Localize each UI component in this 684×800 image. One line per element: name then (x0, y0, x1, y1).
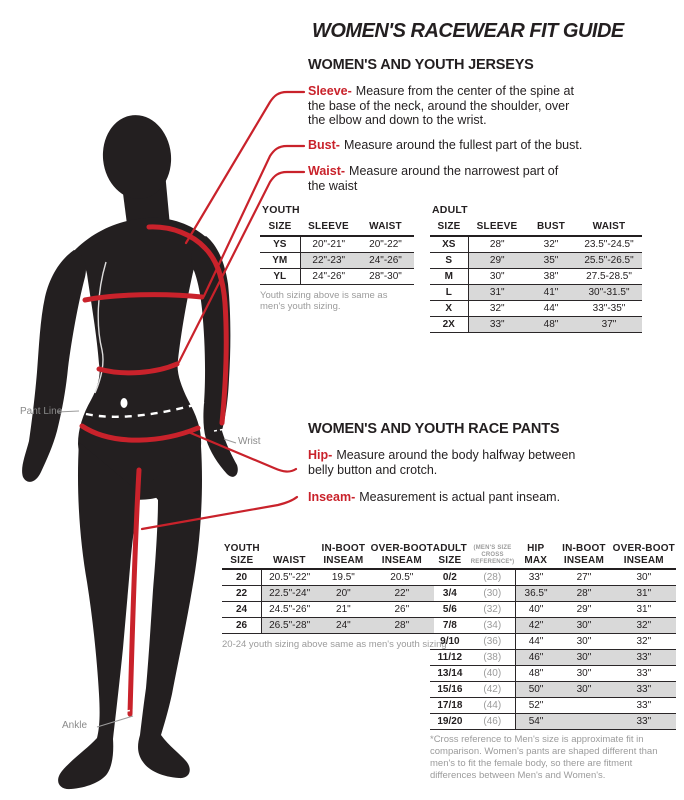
table-row (222, 618, 434, 634)
table-cell: (32) (470, 602, 516, 618)
table-row (430, 698, 676, 714)
table-row (260, 252, 414, 268)
column-header: SIZE (430, 219, 468, 236)
table-cell: 48" (515, 666, 556, 682)
table-cell: 24" (317, 618, 370, 634)
table-cell: 17/18 (430, 698, 470, 714)
table-cell: 42" (515, 618, 556, 634)
table-cell: 33" (468, 316, 526, 332)
table-cell: 40" (515, 602, 556, 618)
table-row (430, 586, 676, 602)
waist-measure-text (308, 164, 568, 193)
column-header: OVER-BOOT INSEAM (370, 541, 434, 569)
table-cell: 33" (612, 682, 676, 698)
inseam-description: Measurement is actual pant inseam. (359, 490, 561, 504)
table-cell: (46) (470, 714, 516, 730)
left-arm (22, 250, 86, 482)
youth-jerseys-table-box (260, 204, 418, 313)
table-cell: S (430, 252, 468, 268)
table-cell: 9/10 (430, 634, 470, 650)
table-row (430, 569, 676, 586)
table-cell: 41" (526, 284, 576, 300)
table-cell: 3/4 (430, 586, 470, 602)
youth-jerseys-note: Youth sizing above is same as men's youth sizing. (260, 289, 388, 313)
adult-jerseys-table (430, 219, 644, 333)
youth-pants-table (222, 541, 434, 634)
table-row (430, 268, 642, 284)
table-cell: 38" (526, 268, 576, 284)
table-row (260, 268, 414, 284)
table-cell: 26" (370, 602, 434, 618)
column-header: SLEEVE (300, 219, 357, 236)
table-cell: 44" (515, 634, 556, 650)
navel (121, 398, 128, 408)
table-row (430, 650, 676, 666)
page-title: WOMEN'S RACEWEAR FIT GUIDE (312, 20, 624, 42)
cross-reference-footnote: *Cross reference to Men's size is approximate fit in comparison. Women's pants are shaped different than men's to fit the female body, so there are fitment differences between Men's and Women's. (430, 734, 658, 781)
table-cell: 15/16 (430, 682, 470, 698)
table-cell: 29" (468, 252, 526, 268)
table-cell: 27" (556, 569, 611, 586)
table-cell: 5/6 (430, 602, 470, 618)
table-cell: 32" (526, 236, 576, 253)
waist-label: Waist- (308, 164, 346, 178)
table-row (430, 300, 642, 316)
table-cell: 44" (526, 300, 576, 316)
table-cell: 0/2 (430, 569, 470, 586)
inseam-measure-text (308, 490, 638, 505)
table-cell: 20.5"-22" (262, 569, 317, 586)
column-header: SIZE (260, 219, 300, 236)
table-cell: L (430, 284, 468, 300)
table-cell: YS (260, 236, 300, 253)
table-cell: 33" (515, 569, 556, 586)
table-cell: 52" (515, 698, 556, 714)
column-header: IN-BOOT INSEAM (317, 541, 370, 569)
table-row (430, 602, 676, 618)
bust-label: Bust- (308, 138, 340, 152)
column-header: YOUTH SIZE (222, 541, 262, 569)
table-cell: 2X (430, 316, 468, 332)
bust-measure-text (308, 138, 638, 153)
table-row (430, 236, 642, 253)
table-cell: 30"-31.5" (576, 284, 642, 300)
adult-pants-table-box (430, 541, 676, 782)
table-row (222, 586, 434, 602)
table-cell: 19/20 (430, 714, 470, 730)
table-row (260, 236, 414, 253)
table-cell: 30" (556, 682, 611, 698)
table-cell: 33" (612, 650, 676, 666)
table-cell (556, 698, 611, 714)
column-header: HIP MAX (515, 541, 556, 569)
table-cell: 29" (556, 602, 611, 618)
table-cell: 11/12 (430, 650, 470, 666)
table-cell: 24.5"-26" (262, 602, 317, 618)
youth-jerseys-table-title: YOUTH (262, 204, 300, 216)
table-cell: 21" (317, 602, 370, 618)
table-cell: 20"-22" (357, 236, 414, 253)
table-cell: 28"-30" (357, 268, 414, 284)
sleeve-label: Sleeve- (308, 84, 352, 98)
table-cell: X (430, 300, 468, 316)
table-cell: 32" (612, 634, 676, 650)
column-header: (MEN'S SIZE CROSS REFERENCE*) (470, 541, 516, 569)
table-cell: 30" (556, 618, 611, 634)
table-cell: 20 (222, 569, 262, 586)
table-cell: 32" (468, 300, 526, 316)
table-cell: (44) (470, 698, 516, 714)
size-table (430, 541, 676, 730)
youth-pants-table-box (222, 541, 447, 651)
table-cell: M (430, 268, 468, 284)
table-row (430, 618, 676, 634)
table-row (430, 252, 642, 268)
table-cell: 31" (612, 586, 676, 602)
table-row (430, 714, 676, 730)
table-cell: 30" (556, 650, 611, 666)
table-cell: 25.5"-26.5" (576, 252, 642, 268)
table-cell: YL (260, 268, 300, 284)
table-cell: 30" (612, 569, 676, 586)
table-cell: 30" (556, 666, 611, 682)
table-cell: 31" (612, 602, 676, 618)
hip-measure-text (308, 448, 588, 477)
table-cell: 24"-26" (300, 268, 357, 284)
table-cell: (30) (470, 586, 516, 602)
table-cell: 19.5" (317, 569, 370, 586)
adult-jerseys-table-box (430, 204, 644, 333)
table-cell: 22.5"-24" (262, 586, 317, 602)
table-cell: 27.5-28.5" (576, 268, 642, 284)
wrist-label: Wrist (238, 436, 261, 447)
pants-section-heading: WOMEN'S AND YOUTH RACE PANTS (308, 421, 560, 437)
bust-description: Measure around the fullest part of the bust. (343, 138, 583, 152)
table-cell: 30" (468, 268, 526, 284)
table-cell: (36) (470, 634, 516, 650)
column-header: WAIST (357, 219, 414, 236)
table-cell: 33"-35" (576, 300, 642, 316)
column-header: WAIST (576, 219, 642, 236)
column-header: BUST (526, 219, 576, 236)
table-row (430, 284, 642, 300)
table-cell: 20.5" (370, 569, 434, 586)
ankle-label: Ankle (62, 720, 88, 731)
table-cell: 24"-26" (357, 252, 414, 268)
table-cell: YM (260, 252, 300, 268)
table-cell: 28" (556, 586, 611, 602)
table-row (222, 602, 434, 618)
column-header: WAIST (262, 541, 317, 569)
table-cell: 20"-21" (300, 236, 357, 253)
size-table (430, 219, 642, 333)
table-cell: 33" (612, 698, 676, 714)
hip-label: Hip- (308, 448, 333, 462)
youth-pants-note: 20-24 youth sizing above same as men's youth sizing (222, 639, 447, 650)
table-cell: (42) (470, 682, 516, 698)
table-cell: 30" (556, 634, 611, 650)
table-cell: 28" (468, 236, 526, 253)
table-cell: 20" (317, 586, 370, 602)
table-cell: (38) (470, 650, 516, 666)
table-cell: 33" (612, 714, 676, 730)
table-cell: 54" (515, 714, 556, 730)
table-cell: 24 (222, 602, 262, 618)
table-cell: 23.5"-24.5" (576, 236, 642, 253)
youth-jerseys-table (260, 219, 418, 285)
table-cell: (28) (470, 569, 516, 586)
table-cell: XS (430, 236, 468, 253)
size-table (260, 219, 414, 285)
table-cell: 37" (576, 316, 642, 332)
table-cell: 26 (222, 618, 262, 634)
table-cell: (40) (470, 666, 516, 682)
column-header: IN-BOOT INSEAM (556, 541, 611, 569)
column-header: OVER-BOOT INSEAM (612, 541, 676, 569)
table-cell: 13/14 (430, 666, 470, 682)
hip-description: Measure around the body halfway between belly button and crotch. (308, 448, 576, 477)
table-cell: 36.5" (515, 586, 556, 602)
adult-pants-table (430, 541, 676, 730)
inseam-label: Inseam- (308, 490, 356, 504)
table-cell: 35" (526, 252, 576, 268)
column-header: ADULT SIZE (430, 541, 470, 569)
table-cell: 22"-23" (300, 252, 357, 268)
table-cell: (34) (470, 618, 516, 634)
table-cell (556, 714, 611, 730)
table-cell: 46" (515, 650, 556, 666)
sleeve-description: Measure from the center of the spine at the base of the neck, around the shoulder, over the elbow and down to the wrist. (308, 84, 574, 127)
pant-line-label: Pant Line (20, 406, 63, 417)
sleeve-measure-text (308, 84, 576, 128)
table-cell: 7/8 (430, 618, 470, 634)
table-row (430, 316, 642, 332)
table-cell: 22 (222, 586, 262, 602)
column-header: SLEEVE (468, 219, 526, 236)
table-cell: 48" (526, 316, 576, 332)
table-cell: 28" (370, 618, 434, 634)
table-row (222, 569, 434, 586)
jerseys-section-heading: WOMEN'S AND YOUTH JERSEYS (308, 57, 534, 73)
table-row (430, 682, 676, 698)
left-leg (58, 442, 139, 789)
table-cell: 31" (468, 284, 526, 300)
table-cell: 50" (515, 682, 556, 698)
table-cell: 22" (370, 586, 434, 602)
table-row (430, 634, 676, 650)
table-cell: 26.5"-28" (262, 618, 317, 634)
table-cell: 32" (612, 618, 676, 634)
adult-jerseys-table-title: ADULT (432, 204, 468, 216)
table-row (430, 666, 676, 682)
waist-description: Measure around the narrowest part of the waist (308, 164, 559, 193)
size-table (222, 541, 434, 634)
table-cell: 33" (612, 666, 676, 682)
